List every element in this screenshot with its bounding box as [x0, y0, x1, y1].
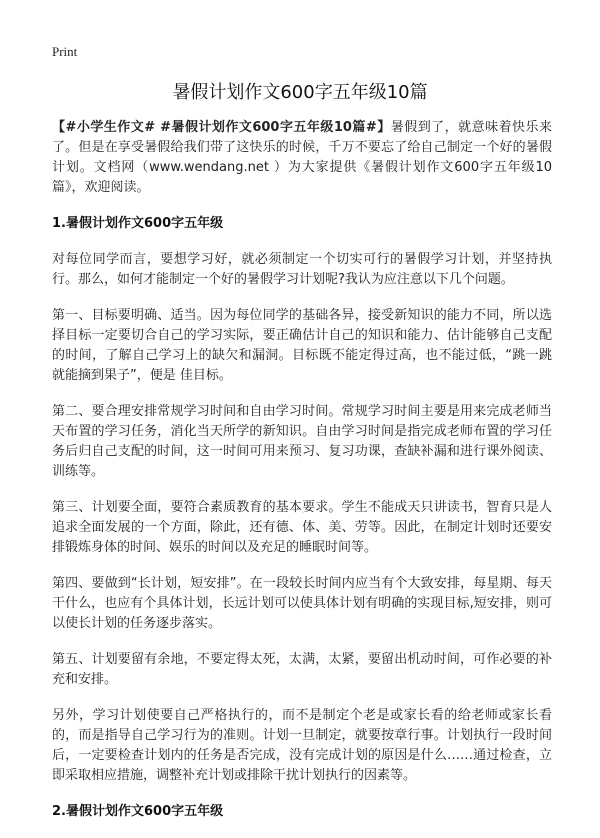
intro-text: 暑假到了，就意味着快乐来了。但是在享受暑假给我们带了这快乐的时候，千万不要忘了给自己制定一个好的暑假计划。文档网（www.wendang.net ）为大家提供《暑假计划作文600字五年级10篇》，欢迎阅读。 [52, 120, 552, 195]
paragraph: 对每位同学而言，要想学习好，就必须制定一个切实可行的暑假学习计划，并坚持执行。那么，如何才能制定一个好的暑假学习计划呢?我认为应注意以下几个问题。 [52, 252, 552, 287]
page-title: 暑假计划作文600字五年级10篇 [172, 82, 428, 103]
paragraph: 第三、计划要全面，要符合素质教育的基本要求。学生不能成天只讲读书，智育只是人追求全面发展的一个方面，除此，还有德、体、美、劳等。因此，在制定计划时还要安排锻炼身体的时间、娱乐的时间以及充足的睡眠时间等。 [52, 500, 552, 555]
document-body [52, 118, 552, 838]
intro-paragraph [52, 118, 552, 198]
paragraph: 第五、计划要留有余地，不要定得太死，太满，太紧，要留出机动时间，可作必要的补充和安排。 [52, 652, 552, 687]
paragraph: 另外，学习计划使要自己严格执行的，而不是制定个老是或家长看的给老师或家长看的，而是指导自己学习行为的准则。计划一旦制定，就要按章行事。计划执行一段时间后，一定要检查计划内的任务是否完成，没有完成计划的原因是什么……通过检查，立即采取相应措施，调整补充计划或排除干扰计划执行的因素等。 [52, 708, 552, 783]
section-heading-2: 2.暑假计划作文600字五年级 [52, 804, 224, 819]
paragraph: 第四、要做到“长计划，短安排”。在一段较长时间内应当有个大致安排，每星期、每天干什么，也应有个具体计划，长远计划可以使具体计划有明确的实现目标,短安排，则可以使长计划的任务逐步落实。 [52, 576, 552, 631]
intro-tags: 【#小学生作文# #暑假计划作文600字五年级10篇#】 [52, 120, 391, 135]
print-link[interactable]: Print [52, 44, 78, 59]
paragraph: 第一、目标要明确、适当。因为每位同学的基础各异，接受新知识的能力不同，所以选择目标一定要切合自己的学习实际，要正确估计自己的知识和能力、估计能够自己支配的时间，了解自己学习上的缺欠和漏洞。目标既不能定得过高，也不能过低，“跳一跳就能摘到果子”，便是 佳目标。 [52, 308, 552, 383]
paragraph: 第二、要合理安排常规学习时间和自由学习时间。常规学习时间主要是用来完成老师当天布置的学习任务，消化当天所学的新知识。自由学习时间是指完成老师布置的学习任务后归自己支配的时间，这一时间可用来预习、复习功课，查缺补漏和进行课外阅读、训练等。 [52, 404, 552, 479]
section-heading-1: 1.暑假计划作文600字五年级 [52, 216, 224, 231]
